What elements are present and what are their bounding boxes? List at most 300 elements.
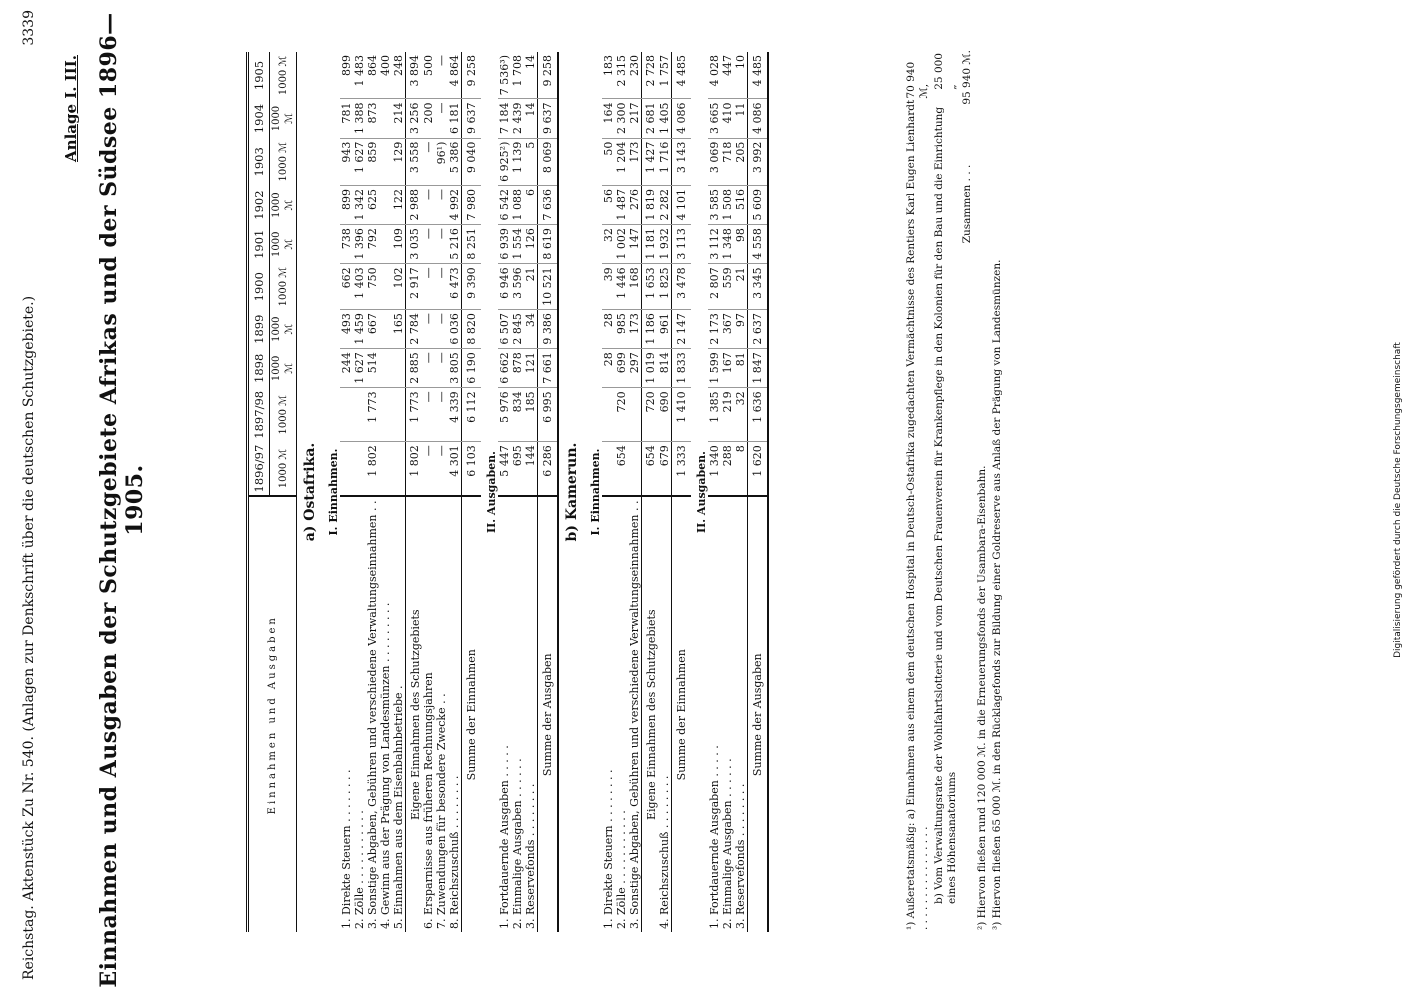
value-cell: 1 833 xyxy=(672,349,692,388)
value-cell: — xyxy=(422,442,435,497)
income-row xyxy=(422,52,435,932)
value-cell: 217 xyxy=(628,99,642,138)
row-label: Eigene Einnahmen des Schutzgebiets xyxy=(406,496,423,932)
unit-cell: 1000 ℳ xyxy=(270,138,297,185)
value-cell: 1 181 xyxy=(642,225,659,264)
footnote-1-total-label: Zusammen . . . xyxy=(961,164,973,244)
value-cell: 102 xyxy=(392,264,406,310)
value-cell: 367 xyxy=(721,310,734,349)
year-header: 1896/97 xyxy=(248,442,270,497)
value-cell: 1 932 xyxy=(658,225,672,264)
value-cell: — xyxy=(435,99,448,138)
value-cell xyxy=(379,99,392,138)
value-cell: 14 xyxy=(524,52,538,99)
value-cell: 690 xyxy=(658,388,672,442)
value-cell: 2 807 xyxy=(708,264,721,310)
value-cell: 6 190 xyxy=(462,349,482,388)
row-label: 2. Einmalige Ausgaben . . . . . . xyxy=(511,496,524,932)
value-cell: 2 845 xyxy=(511,310,524,349)
anlage-label: Anlage I. III. xyxy=(62,55,80,162)
value-cell: 1 403 xyxy=(353,264,366,310)
unit-cell: 1000 ℳ xyxy=(270,99,297,138)
value-cell: 5 xyxy=(524,138,538,185)
expense-sum-row xyxy=(748,52,769,932)
running-header xyxy=(18,10,40,980)
value-cell: 32 xyxy=(734,388,748,442)
value-cell: 400 xyxy=(379,52,392,99)
value-cell xyxy=(340,442,353,497)
value-cell: 6 181 xyxy=(448,99,462,138)
income-row xyxy=(658,52,672,932)
unit-cell: 1000 ℳ xyxy=(270,388,297,442)
value-cell: 814 xyxy=(658,349,672,388)
value-cell: 10 xyxy=(734,52,748,99)
value-cell: 1 819 xyxy=(642,186,659,225)
row-label: 1. Direkte Steuern . . . . . . . . xyxy=(602,496,615,932)
value-cell: 6 662 xyxy=(498,349,511,388)
own-income-row xyxy=(642,52,659,932)
expense-row xyxy=(708,52,721,932)
income-row xyxy=(379,52,392,932)
value-cell: — xyxy=(435,310,448,349)
value-cell: 2 728 xyxy=(642,52,659,99)
value-cell: 410 xyxy=(721,99,734,138)
value-cell: 6 946 xyxy=(498,264,511,310)
value-cell: 7 536³) xyxy=(498,52,511,99)
row-label: Summe der Ausgaben xyxy=(748,496,769,932)
value-cell: 654 xyxy=(615,442,628,497)
value-cell: 7 184 xyxy=(498,99,511,138)
row-label: 5. Einnahmen aus dem Eisenbahnbetriebe . xyxy=(392,496,406,932)
value-cell: 122 xyxy=(392,186,406,225)
value-cell: 168 xyxy=(628,264,642,310)
value-cell: 1 653 xyxy=(642,264,659,310)
row-label: 1. Fortdauernde Ausgaben . . . . . xyxy=(708,496,721,932)
value-cell: 1 002 xyxy=(615,225,628,264)
value-cell: 4 485 xyxy=(748,52,769,99)
year-header: 1900 xyxy=(248,264,270,310)
value-cell: 4 086 xyxy=(748,99,769,138)
section-heading-cell: II. Ausgaben. xyxy=(485,451,498,534)
value-cell: 1 385 xyxy=(708,388,721,442)
value-cell: 28 xyxy=(602,310,615,349)
section-heading xyxy=(691,52,708,932)
value-cell: 4 864 xyxy=(448,52,462,99)
row-label: 2. Einmalige Ausgaben . . . . . . xyxy=(721,496,734,932)
value-cell xyxy=(628,442,642,497)
row-label: Eigene Einnahmen des Schutzgebiets xyxy=(642,496,659,932)
value-cell: 1 348 xyxy=(721,225,734,264)
value-cell: — xyxy=(435,264,448,310)
value-cell: 1 487 xyxy=(615,186,628,225)
value-cell: — xyxy=(422,225,435,264)
value-cell: 5 447 xyxy=(498,442,511,497)
value-cell: 1 802 xyxy=(366,442,379,497)
value-cell: 720 xyxy=(642,388,659,442)
footnote-1b xyxy=(933,50,959,930)
expense-row xyxy=(721,52,734,932)
row-label: 4. Reichszuschuß . . . . . . . . xyxy=(658,496,672,932)
value-cell: 899 xyxy=(340,186,353,225)
value-cell xyxy=(392,388,406,442)
value-cell: 3 894 xyxy=(406,52,423,99)
value-cell: 1 483 xyxy=(353,52,366,99)
value-cell: 695 xyxy=(511,442,524,497)
income-row xyxy=(628,52,642,932)
value-cell: 1 186 xyxy=(642,310,659,349)
value-cell: 2 784 xyxy=(406,310,423,349)
value-cell xyxy=(379,349,392,388)
value-cell: 81 xyxy=(734,349,748,388)
value-cell xyxy=(379,264,392,310)
value-cell: 164 xyxy=(602,99,615,138)
value-cell: 6 995 xyxy=(538,388,559,442)
unit-cell: 1000 ℳ xyxy=(270,186,297,225)
region-heading-cell: a) Ostafrika. xyxy=(301,442,318,542)
value-cell: 7 661 xyxy=(538,349,559,388)
value-cell: 1 340 xyxy=(708,442,721,497)
value-cell: 5 976 xyxy=(498,388,511,442)
value-cell: 2 988 xyxy=(406,186,423,225)
value-cell: 21 xyxy=(524,264,538,310)
value-cell: 9 258 xyxy=(538,52,559,99)
row-label: 3. Reservefonds . . . . . . . . xyxy=(524,496,538,932)
region-heading xyxy=(297,52,324,932)
unit-cell: 1000 ℳ xyxy=(270,225,297,264)
value-cell xyxy=(602,442,615,497)
value-cell: 244 xyxy=(340,349,353,388)
finance-table xyxy=(246,52,769,932)
year-header: 1898 xyxy=(248,349,270,388)
value-cell: 1 204 xyxy=(615,138,628,185)
value-cell xyxy=(628,388,642,442)
footnote-1a xyxy=(905,50,931,930)
row-label: 7. Zuwendungen für besondere Zwecke . . xyxy=(435,496,448,932)
value-cell: 1 088 xyxy=(511,186,524,225)
value-cell: 165 xyxy=(392,310,406,349)
own-income-row xyxy=(406,52,423,932)
value-cell: 1 599 xyxy=(708,349,721,388)
value-cell: 961 xyxy=(658,310,672,349)
value-cell: 98 xyxy=(734,225,748,264)
value-cell: 2 885 xyxy=(406,349,423,388)
year-header: 1899 xyxy=(248,310,270,349)
value-cell: 205 xyxy=(734,138,748,185)
value-cell: 11 xyxy=(734,99,748,138)
row-label: 8. Reichszuschuß . . . . . . . . xyxy=(448,496,462,932)
value-cell: 183 xyxy=(602,52,615,99)
value-cell: 2 637 xyxy=(748,310,769,349)
row-label: 3. Sonstige Abgaben, Gebühren und verschiedene Verwaltungseinnahmen . . xyxy=(366,496,379,932)
footnote-1a-text: ¹) Außeretatsmäßig: a) Einnahmen aus einem dem deutschen Hospital in Deutsch-Ostafrika zugedachten Vermächtnisse des Rentiers Karl Eugen Lienhardt . . . . . . . . . . . . . . . . xyxy=(905,99,930,930)
value-cell: 985 xyxy=(615,310,628,349)
value-cell: 167 xyxy=(721,349,734,388)
value-cell: 3 596 xyxy=(511,264,524,310)
value-cell: 559 xyxy=(721,264,734,310)
section-heading xyxy=(585,52,602,932)
value-cell: 792 xyxy=(366,225,379,264)
value-cell xyxy=(392,442,406,497)
value-cell: 6 939 xyxy=(498,225,511,264)
value-cell: 1 508 xyxy=(721,186,734,225)
value-cell: 4 339 xyxy=(448,388,462,442)
value-cell: 1 773 xyxy=(366,388,379,442)
section-heading-cell: II. Ausgaben. xyxy=(695,451,708,534)
value-cell: 1 847 xyxy=(748,349,769,388)
value-cell: 1 446 xyxy=(615,264,628,310)
expense-row xyxy=(734,52,748,932)
income-row xyxy=(602,52,615,932)
value-cell: 679 xyxy=(658,442,672,497)
value-cell xyxy=(602,388,615,442)
footnote-1-total-value: 95 940 ℳ. xyxy=(961,50,973,105)
value-cell: 1 405 xyxy=(658,99,672,138)
value-cell: 14 xyxy=(524,99,538,138)
value-cell: 28 xyxy=(602,349,615,388)
footnote-1a-value: 70 940 ℳ, xyxy=(905,61,930,99)
value-cell xyxy=(392,349,406,388)
value-cell: 1 636 xyxy=(748,388,769,442)
value-cell: 1 554 xyxy=(511,225,524,264)
value-cell: 447 xyxy=(721,52,734,99)
value-cell: 97 xyxy=(734,310,748,349)
value-cell: — xyxy=(422,349,435,388)
value-cell: 173 xyxy=(628,138,642,185)
label-column-header: Einnahmen und Ausgaben xyxy=(248,496,297,932)
value-cell: 2 439 xyxy=(511,99,524,138)
income-row xyxy=(435,52,448,932)
value-cell: 738 xyxy=(340,225,353,264)
footnote-1b-value: 25 000 „ xyxy=(933,53,958,90)
income-row xyxy=(353,52,366,932)
page-title: Einnahmen und Ausgaben der Schutzgebiete Afrikas und der Südsee 1896—1905. xyxy=(96,12,148,988)
value-cell: 5 386 xyxy=(448,138,462,185)
value-cell: 654 xyxy=(642,442,659,497)
income-sum-row xyxy=(672,52,692,932)
value-cell: 8 619 xyxy=(538,225,559,264)
value-cell: 781 xyxy=(340,99,353,138)
year-header: 1905 xyxy=(248,52,270,99)
value-cell: 943 xyxy=(340,138,353,185)
value-cell: 3 558 xyxy=(406,138,423,185)
value-cell: 834 xyxy=(511,388,524,442)
value-cell: 1 333 xyxy=(672,442,692,497)
value-cell: 899 xyxy=(340,52,353,99)
value-cell: 3 345 xyxy=(748,264,769,310)
value-cell: 720 xyxy=(615,388,628,442)
income-row xyxy=(366,52,379,932)
value-cell: 219 xyxy=(721,388,734,442)
value-cell: 3 069 xyxy=(708,138,721,185)
header-text: Reichstag. Aktenstück Zu Nr. 540. (Anlagen zur Denkschrift über die deutschen Schutzgebiete.) xyxy=(21,295,37,980)
row-label: 1. Direkte Steuern . . . . . . . . xyxy=(340,496,353,932)
value-cell: 1 716 xyxy=(658,138,672,185)
value-cell: 6 112 xyxy=(462,388,482,442)
value-cell: 5 609 xyxy=(748,186,769,225)
value-cell: 3 805 xyxy=(448,349,462,388)
value-cell: 1 427 xyxy=(642,138,659,185)
value-cell: 516 xyxy=(734,186,748,225)
value-cell: 667 xyxy=(366,310,379,349)
value-cell: 1 627 xyxy=(353,349,366,388)
row-label: 4. Gewinn aus der Prägung von Landesmünzen . . . . . . . . . xyxy=(379,496,392,932)
value-cell: — xyxy=(422,310,435,349)
value-cell: 6 xyxy=(524,186,538,225)
unit-cell: 1000 ℳ xyxy=(270,264,297,310)
value-cell: — xyxy=(435,442,448,497)
value-cell: 230 xyxy=(628,52,642,99)
value-cell: 56 xyxy=(602,186,615,225)
value-cell: 7 980 xyxy=(462,186,482,225)
value-cell: 8 xyxy=(734,442,748,497)
value-cell: 4 301 xyxy=(448,442,462,497)
value-cell: 4 101 xyxy=(672,186,692,225)
value-cell: 3 256 xyxy=(406,99,423,138)
value-cell: 1 388 xyxy=(353,99,366,138)
value-cell: — xyxy=(435,349,448,388)
unit-cell: 1000 ℳ xyxy=(270,349,297,388)
expense-row xyxy=(511,52,524,932)
value-cell xyxy=(379,442,392,497)
value-cell: 276 xyxy=(628,186,642,225)
value-cell: — xyxy=(422,388,435,442)
year-header: 1897/98 xyxy=(248,388,270,442)
value-cell: — xyxy=(422,138,435,185)
value-cell: 9 390 xyxy=(462,264,482,310)
value-cell: 7 636 xyxy=(538,186,559,225)
value-cell: 864 xyxy=(366,52,379,99)
value-cell: 147 xyxy=(628,225,642,264)
value-cell: 1 757 xyxy=(658,52,672,99)
value-cell: 6 925²) xyxy=(498,138,511,185)
value-cell xyxy=(353,388,366,442)
value-cell: 1 139 xyxy=(511,138,524,185)
value-cell: 1 620 xyxy=(748,442,769,497)
value-cell: 1 773 xyxy=(406,388,423,442)
value-cell: 750 xyxy=(366,264,379,310)
region-heading xyxy=(558,52,585,932)
value-cell: 3 665 xyxy=(708,99,721,138)
value-cell xyxy=(379,138,392,185)
table-body xyxy=(297,52,769,932)
section-heading-cell: I. Einnahmen. xyxy=(327,448,340,536)
value-cell: — xyxy=(422,264,435,310)
income-row xyxy=(615,52,628,932)
value-cell: 2 173 xyxy=(708,310,721,349)
value-cell: 185 xyxy=(524,388,538,442)
value-cell: 129 xyxy=(392,138,406,185)
value-cell: 699 xyxy=(615,349,628,388)
row-label: 3. Reservefonds . . . . . . . . xyxy=(734,496,748,932)
footnotes xyxy=(905,50,1006,930)
value-cell: 121 xyxy=(524,349,538,388)
region-heading-cell: b) Kamerun. xyxy=(563,442,580,542)
value-cell: 4 558 xyxy=(748,225,769,264)
digitization-credit: Digitalisierung gefördert durch die Deutsche Forschungsgemeinschaft xyxy=(1393,342,1403,658)
value-cell: 4 485 xyxy=(672,52,692,99)
row-label: Summe der Einnahmen xyxy=(672,496,692,932)
value-cell: 3 143 xyxy=(672,138,692,185)
value-cell: 3 478 xyxy=(672,264,692,310)
value-cell: 8 069 xyxy=(538,138,559,185)
value-cell: 859 xyxy=(366,138,379,185)
value-cell: — xyxy=(435,388,448,442)
value-cell: 2 282 xyxy=(658,186,672,225)
footnote-2: ²) Hiervon fließen rund 120 000 ℳ. in die Erneuerungsfonds der Usambara-Eisenbahn. xyxy=(976,465,988,930)
value-cell: 1 342 xyxy=(353,186,366,225)
value-cell: 8 251 xyxy=(462,225,482,264)
value-cell: 1 708 xyxy=(511,52,524,99)
value-cell xyxy=(379,186,392,225)
table-header xyxy=(248,52,297,932)
value-cell: 1 802 xyxy=(406,442,423,497)
value-cell: 109 xyxy=(392,225,406,264)
value-cell: 96¹) xyxy=(435,138,448,185)
value-cell: 873 xyxy=(366,99,379,138)
value-cell: 514 xyxy=(366,349,379,388)
unit-cell: 1000 ℳ xyxy=(270,52,297,99)
value-cell: 1 825 xyxy=(658,264,672,310)
value-cell: 5 216 xyxy=(448,225,462,264)
value-cell: 625 xyxy=(366,186,379,225)
value-cell: 173 xyxy=(628,310,642,349)
value-cell: 9 637 xyxy=(538,99,559,138)
value-cell: 4 028 xyxy=(708,52,721,99)
value-cell: 4 086 xyxy=(672,99,692,138)
value-cell: 3 992 xyxy=(748,138,769,185)
value-cell xyxy=(379,225,392,264)
value-cell: 878 xyxy=(511,349,524,388)
row-label: 6. Ersparnisse aus früheren Rechnungsjahren xyxy=(422,496,435,932)
value-cell: 9 386 xyxy=(538,310,559,349)
unit-cell: 1000 ℳ xyxy=(270,310,297,349)
value-cell: — xyxy=(435,186,448,225)
income-row xyxy=(340,52,353,932)
row-label: 3. Sonstige Abgaben, Gebühren und verschiedene Verwaltungseinnahmen . . xyxy=(628,496,642,932)
value-cell: 6 036 xyxy=(448,310,462,349)
value-cell: 50 xyxy=(602,138,615,185)
value-cell: 6 473 xyxy=(448,264,462,310)
value-cell: 2 300 xyxy=(615,99,628,138)
value-cell: 214 xyxy=(392,99,406,138)
value-cell: 8 820 xyxy=(462,310,482,349)
value-cell: 2 147 xyxy=(672,310,692,349)
value-cell: 248 xyxy=(392,52,406,99)
value-cell: 6 507 xyxy=(498,310,511,349)
value-cell: — xyxy=(422,186,435,225)
section-heading xyxy=(481,52,498,932)
page-number: 3339 xyxy=(21,10,37,46)
value-cell: 662 xyxy=(340,264,353,310)
value-cell: 2 315 xyxy=(615,52,628,99)
value-cell xyxy=(379,310,392,349)
value-cell: 1 459 xyxy=(353,310,366,349)
value-cell: 9 637 xyxy=(462,99,482,138)
value-cell xyxy=(340,388,353,442)
value-cell: 6 286 xyxy=(538,442,559,497)
value-cell: 21 xyxy=(734,264,748,310)
value-cell: 9 040 xyxy=(462,138,482,185)
value-cell xyxy=(353,442,366,497)
year-row xyxy=(248,52,270,932)
year-header: 1902 xyxy=(248,186,270,225)
section-heading xyxy=(323,52,340,932)
value-cell: 3 585 xyxy=(708,186,721,225)
value-cell: 297 xyxy=(628,349,642,388)
value-cell: 718 xyxy=(721,138,734,185)
income-sum-row xyxy=(462,52,482,932)
value-cell: 34 xyxy=(524,310,538,349)
